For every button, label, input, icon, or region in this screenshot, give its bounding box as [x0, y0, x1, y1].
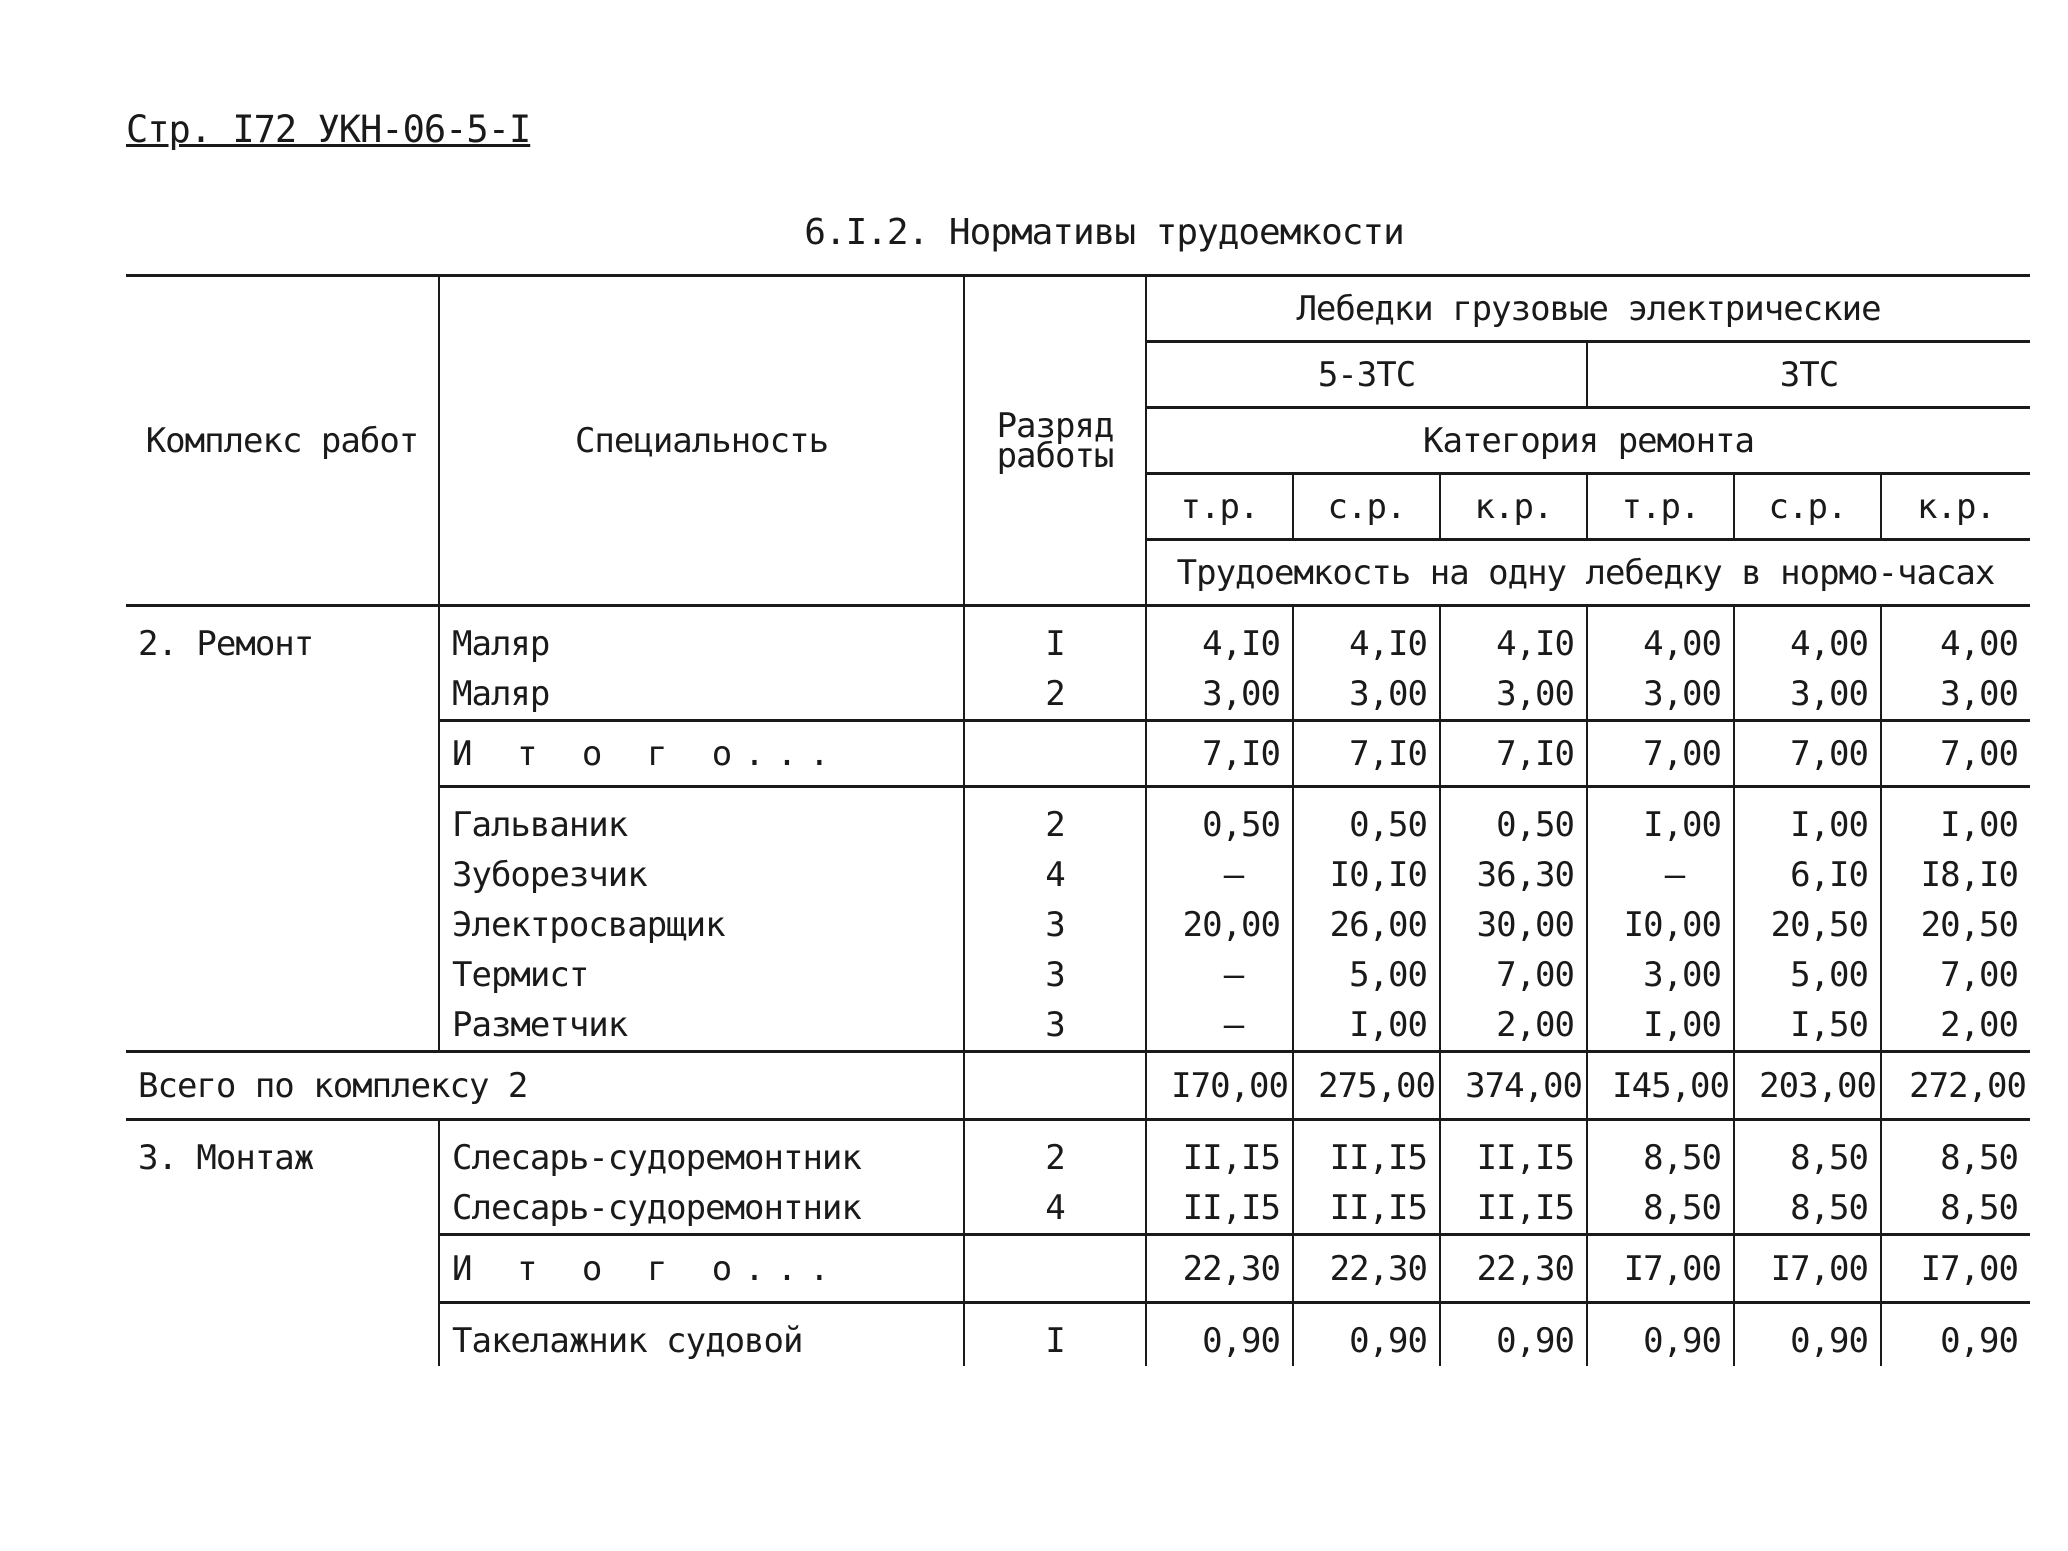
value-cell: II,I5: [1440, 1120, 1587, 1184]
value-cell: 7,00: [1881, 721, 2030, 787]
table-row: [126, 850, 2030, 900]
complex-cell: [126, 900, 439, 950]
value-cell: 0,90: [1146, 1303, 1293, 1367]
complex-cell: [126, 669, 439, 721]
value-cell: I,00: [1293, 1000, 1440, 1052]
rank-cell: 3: [964, 900, 1146, 950]
value-cell: 5,00: [1734, 950, 1881, 1000]
specialty-cell: Разметчик: [439, 1000, 964, 1052]
header-unit-note: Трудоемкость на одну лебедку в нормо-часах: [1146, 540, 2030, 606]
value-cell: 8,50: [1881, 1183, 2030, 1235]
value-cell: I,00: [1734, 787, 1881, 851]
table-row-subtotal: [126, 1235, 2030, 1303]
value-cell: 4,00: [1734, 606, 1881, 670]
specialty-cell: Маляр: [439, 669, 964, 721]
header-category: Категория ремонта: [1146, 408, 2030, 474]
rank-cell: I: [964, 1303, 1146, 1367]
value-cell: 5,00: [1293, 950, 1440, 1000]
rank-cell: [964, 1052, 1146, 1120]
value-cell: 3,00: [1293, 669, 1440, 721]
value-cell: 3,00: [1587, 950, 1734, 1000]
value-cell: II,I5: [1293, 1120, 1440, 1184]
table-header: [126, 276, 2030, 606]
value-cell: 22,30: [1146, 1235, 1293, 1303]
value-cell: 4,00: [1881, 606, 2030, 670]
rank-cell: 3: [964, 950, 1146, 1000]
value-cell: 0,90: [1440, 1303, 1587, 1367]
rank-cell: 3: [964, 1000, 1146, 1052]
complex-cell: [126, 850, 439, 900]
value-cell: 20,50: [1881, 900, 2030, 950]
rank-cell: 2: [964, 1120, 1146, 1184]
table-row: [126, 1183, 2030, 1235]
value-cell: I,00: [1587, 787, 1734, 851]
value-cell: 2,00: [1440, 1000, 1587, 1052]
value-cell: I,00: [1587, 1000, 1734, 1052]
value-cell: 8,50: [1587, 1183, 1734, 1235]
value-cell: 7,00: [1881, 950, 2030, 1000]
complex-cell: [126, 787, 439, 851]
value-cell: II,I5: [1293, 1183, 1440, 1235]
table-body: [126, 606, 2030, 1367]
value-cell: I,00: [1881, 787, 2030, 851]
value-cell: –: [1146, 950, 1293, 1000]
specialty-cell: Маляр: [439, 606, 964, 670]
complex-cell: [126, 1235, 439, 1303]
table-row: [126, 1120, 2030, 1184]
value-cell: 4,I0: [1440, 606, 1587, 670]
value-cell: 22,30: [1293, 1235, 1440, 1303]
header-cat-col: к.р.: [1440, 474, 1587, 540]
value-cell: II,I5: [1440, 1183, 1587, 1235]
header-cat-col: т.р.: [1587, 474, 1734, 540]
value-cell: 7,00: [1587, 721, 1734, 787]
table-row: [126, 1303, 2030, 1367]
header-specialty: Специальность: [439, 276, 964, 606]
value-cell: 20,50: [1734, 900, 1881, 950]
rank-cell: 4: [964, 1183, 1146, 1235]
value-cell: 3,00: [1440, 669, 1587, 721]
table-title: 6.I.2. Нормативы трудоемкости: [804, 212, 1404, 253]
value-cell: 3,00: [1881, 669, 2030, 721]
value-cell: –: [1146, 1000, 1293, 1052]
value-cell: I7,00: [1734, 1235, 1881, 1303]
value-cell: I0,I0: [1293, 850, 1440, 900]
value-cell: I70,00: [1146, 1052, 1293, 1120]
value-cell: 0,50: [1146, 787, 1293, 851]
value-cell: 7,00: [1440, 950, 1587, 1000]
table-row-subtotal: [126, 721, 2030, 787]
value-cell: 3,00: [1146, 669, 1293, 721]
specialty-cell: Слесарь-судоремонтник: [439, 1120, 964, 1184]
value-cell: 4,00: [1587, 606, 1734, 670]
value-cell: –: [1146, 850, 1293, 900]
complex-cell: [126, 1183, 439, 1235]
value-cell: 4,I0: [1146, 606, 1293, 670]
specialty-cell: И т о г о...: [439, 721, 964, 787]
value-cell: 4,I0: [1293, 606, 1440, 670]
complex-cell: [126, 1000, 439, 1052]
value-cell: 20,00: [1146, 900, 1293, 950]
value-cell: 0,50: [1293, 787, 1440, 851]
specialty-cell: И т о г о...: [439, 1235, 964, 1303]
value-cell: 7,I0: [1440, 721, 1587, 787]
rank-cell: I: [964, 606, 1146, 670]
value-cell: 26,00: [1293, 900, 1440, 950]
value-cell: 0,90: [1734, 1303, 1881, 1367]
header-group-title: Лебедки грузовые электрические: [1146, 276, 2030, 342]
value-cell: 0,50: [1440, 787, 1587, 851]
value-cell: I8,I0: [1881, 850, 2030, 900]
table-row: [126, 900, 2030, 950]
rank-cell: 2: [964, 787, 1146, 851]
rank-cell: 4: [964, 850, 1146, 900]
table-row: [126, 669, 2030, 721]
complex-cell: [126, 721, 439, 787]
value-cell: 0,90: [1881, 1303, 2030, 1367]
header-model-b: ЗТС: [1587, 342, 2030, 408]
complex-total-cell: Всего по комплексу 2: [126, 1052, 964, 1120]
header-cat-col: с.р.: [1293, 474, 1440, 540]
value-cell: 275,00: [1293, 1052, 1440, 1120]
table-row-total: [126, 1052, 2030, 1120]
value-cell: –: [1587, 850, 1734, 900]
value-cell: 8,50: [1734, 1120, 1881, 1184]
value-cell: I45,00: [1587, 1052, 1734, 1120]
value-cell: 8,50: [1734, 1183, 1881, 1235]
header-complex: Комплекс работ: [126, 276, 439, 606]
table-row: [126, 950, 2030, 1000]
value-cell: 203,00: [1734, 1052, 1881, 1120]
value-cell: I,50: [1734, 1000, 1881, 1052]
header-rank: Разряд работы: [964, 276, 1146, 606]
table-row: [126, 787, 2030, 851]
specialty-cell: Зуборезчик: [439, 850, 964, 900]
value-cell: 22,30: [1440, 1235, 1587, 1303]
value-cell: I0,00: [1587, 900, 1734, 950]
specialty-cell: Термист: [439, 950, 964, 1000]
complex-cell: 2. Ремонт: [138, 624, 314, 664]
value-cell: I7,00: [1587, 1235, 1734, 1303]
specialty-cell: Такелажник судовой: [439, 1303, 964, 1367]
table-row: [126, 606, 2030, 670]
header-model-a: 5-ЗТС: [1146, 342, 1587, 408]
header-cat-col: к.р.: [1881, 474, 2030, 540]
page-header: Стр. I72 УКН-06-5-I: [126, 108, 531, 151]
complex-cell: 3. Монтаж: [138, 1138, 314, 1178]
specialty-cell: Слесарь-судоремонтник: [439, 1183, 964, 1235]
header-cat-col: с.р.: [1734, 474, 1881, 540]
value-cell: 7,00: [1734, 721, 1881, 787]
rank-cell: [964, 1235, 1146, 1303]
rank-cell: 2: [964, 669, 1146, 721]
value-cell: 8,50: [1587, 1120, 1734, 1184]
table-row: [126, 1000, 2030, 1052]
value-cell: 374,00: [1440, 1052, 1587, 1120]
specialty-cell: Электросварщик: [439, 900, 964, 950]
value-cell: II,I5: [1146, 1120, 1293, 1184]
value-cell: 30,00: [1440, 900, 1587, 950]
complex-cell: [126, 950, 439, 1000]
value-cell: I7,00: [1881, 1235, 2030, 1303]
value-cell: 3,00: [1587, 669, 1734, 721]
specialty-cell: Гальваник: [439, 787, 964, 851]
value-cell: 6,I0: [1734, 850, 1881, 900]
value-cell: 36,30: [1440, 850, 1587, 900]
value-cell: 7,I0: [1146, 721, 1293, 787]
header-cat-col: т.р.: [1146, 474, 1293, 540]
complex-cell: [126, 1303, 439, 1367]
value-cell: 0,90: [1293, 1303, 1440, 1367]
value-cell: 8,50: [1881, 1120, 2030, 1184]
labor-norms-table: [126, 274, 2030, 1366]
value-cell: 3,00: [1734, 669, 1881, 721]
value-cell: 0,90: [1587, 1303, 1734, 1367]
value-cell: 272,00: [1881, 1052, 2030, 1120]
value-cell: 7,I0: [1293, 721, 1440, 787]
value-cell: 2,00: [1881, 1000, 2030, 1052]
value-cell: II,I5: [1146, 1183, 1293, 1235]
rank-cell: [964, 721, 1146, 787]
